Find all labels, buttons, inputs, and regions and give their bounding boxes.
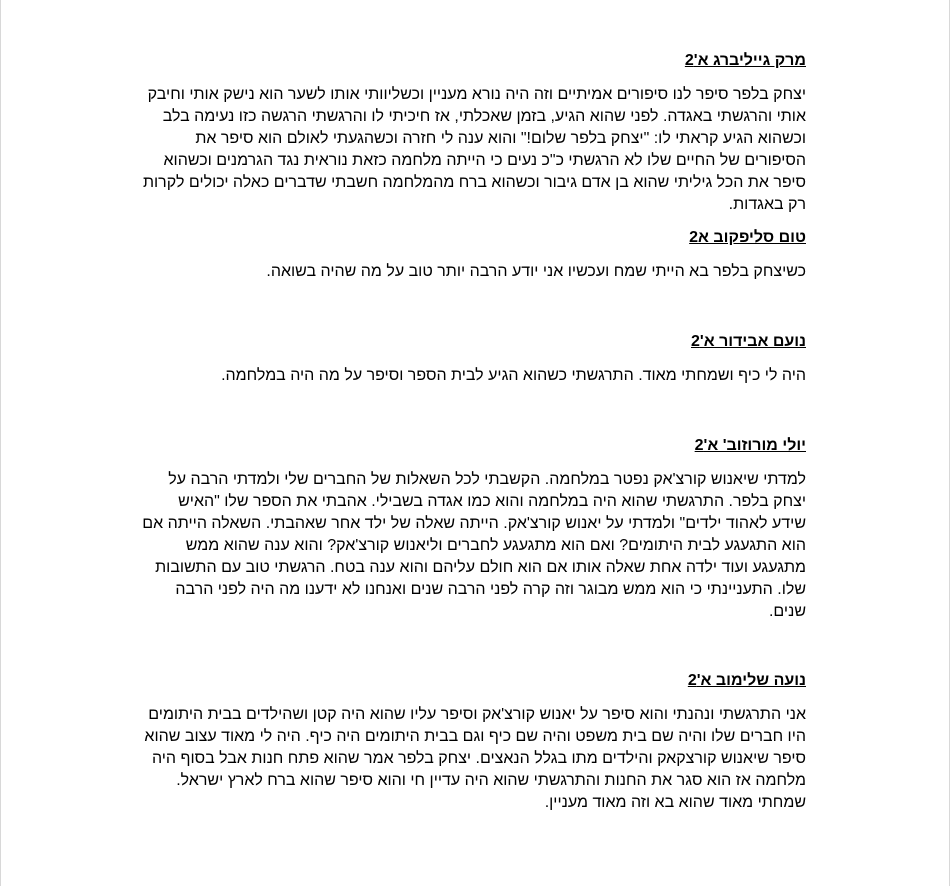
- page-edge-left: [0, 0, 1, 886]
- section-title: מרק גייליברג א'2: [684, 52, 806, 69]
- section-title: נועם אבידור א'2: [691, 333, 806, 350]
- document-body: [140, 50, 806, 814]
- section-title: יולי מורוזוב' א'2: [694, 437, 806, 454]
- section-text: היה לי כיף ושמחתי מאוד. התרגשתי כשהוא הגיע לבית הספר וסיפר על מה היה במלחמה.: [221, 367, 806, 384]
- section-text: יצחק בלפר סיפר לנו סיפורים אמיתיים וזה היה נורא מעניין וכשליוותי אותו לשער הוא נישק אותי וחיבק אותי והרגשתי באגדה. לפני שהוא הגיע, בזמן שאכלתי, אז חיכיתי לו והרגשתי הרגשה כזו נעימה בלב וכשהוא הגיע קראתי לו: "יצחק בלפר שלום!" והוא ענה לי חזרה וכשהגעתי לאולם הוא סיפר את הסיפורים של החיים שלו לא הרגשתי כ"כ נעים כי הייתה מלחמה כזאת נוראית נגד הגרמנים וכשהוא סיפר את הכל גיליתי שהוא בן אדם גיבור וכשהוא ברח מהמלחמה חשבתי שדברים כאלה יכולים לקרות רק באגדות.: [142, 86, 806, 213]
- section-title: טום סליפקוב א2: [689, 229, 806, 246]
- section-noa: [140, 670, 806, 814]
- section-title: נועה שלימוב א'2: [687, 672, 806, 689]
- section-text: כשיצחק בלפר בא הייתי שמח ועכשיו אני יודע הרבה יותר טוב על מה שהיה בשואה.: [266, 263, 806, 280]
- section-text: למדתי שיאנוש קורצ'אק נפטר במלחמה. הקשבתי לכל השאלות של החברים שלי ולמדתי הרבה על יצחק בלפר. התרגשתי שהוא היה במלחמה והוא כמו אגדה בשבילי. אהבתי את הספר שלו "האיש שידע לאהוד ילדים" ולמדתי על יאנוש קורצ'אק. הייתה שאלה של ילד אחר שאהבתי. השאלה הייתה אם הוא התגעגע לבית היתומים? ואם הוא מתגעגע לחברים וליאנוש קורצ'אק? והוא ענה שהוא ממש מתגעגע ועוד ילדה אחת שאלה אותו אם הוא חולם עליהם והוא ענה בטח. הרגשתי טוב עם התשובות שלו. התעניינתי כי הוא ממש מבוגר וזה קרה לפני הרבה שנים ואנחנו לא ידענו מה היה לפני הרבה שנים.: [142, 471, 806, 620]
- section-mark: [140, 50, 806, 216]
- section-yuli: [140, 435, 806, 623]
- section-noam: [140, 331, 806, 387]
- section-tom: [140, 227, 806, 283]
- section-text: אני התרגשתי ונהנתי והוא סיפר על יאנוש קורצ'אק וסיפר עליו שהוא היה קטן ושהילדים בבית היתומים היו חברים שלו והיה שם בית משפט והיה שם כיף וגם בבית היתומים היה כיף. היה לי מאוד עצוב שהוא סיפר שיאנוש קורצקאק והילדים מתו בגלל הנאצים. יצחק בלפר אמר שהוא פתח חנות אבל בסוף היה מלחמה אז הוא סגר את החנות והתרגשתי שהוא היה עדיין חי והוא סיפר שהוא ברח לארץ ישראל. שמחתי מאוד שהוא בא וזה מאוד מעניין.: [144, 706, 806, 811]
